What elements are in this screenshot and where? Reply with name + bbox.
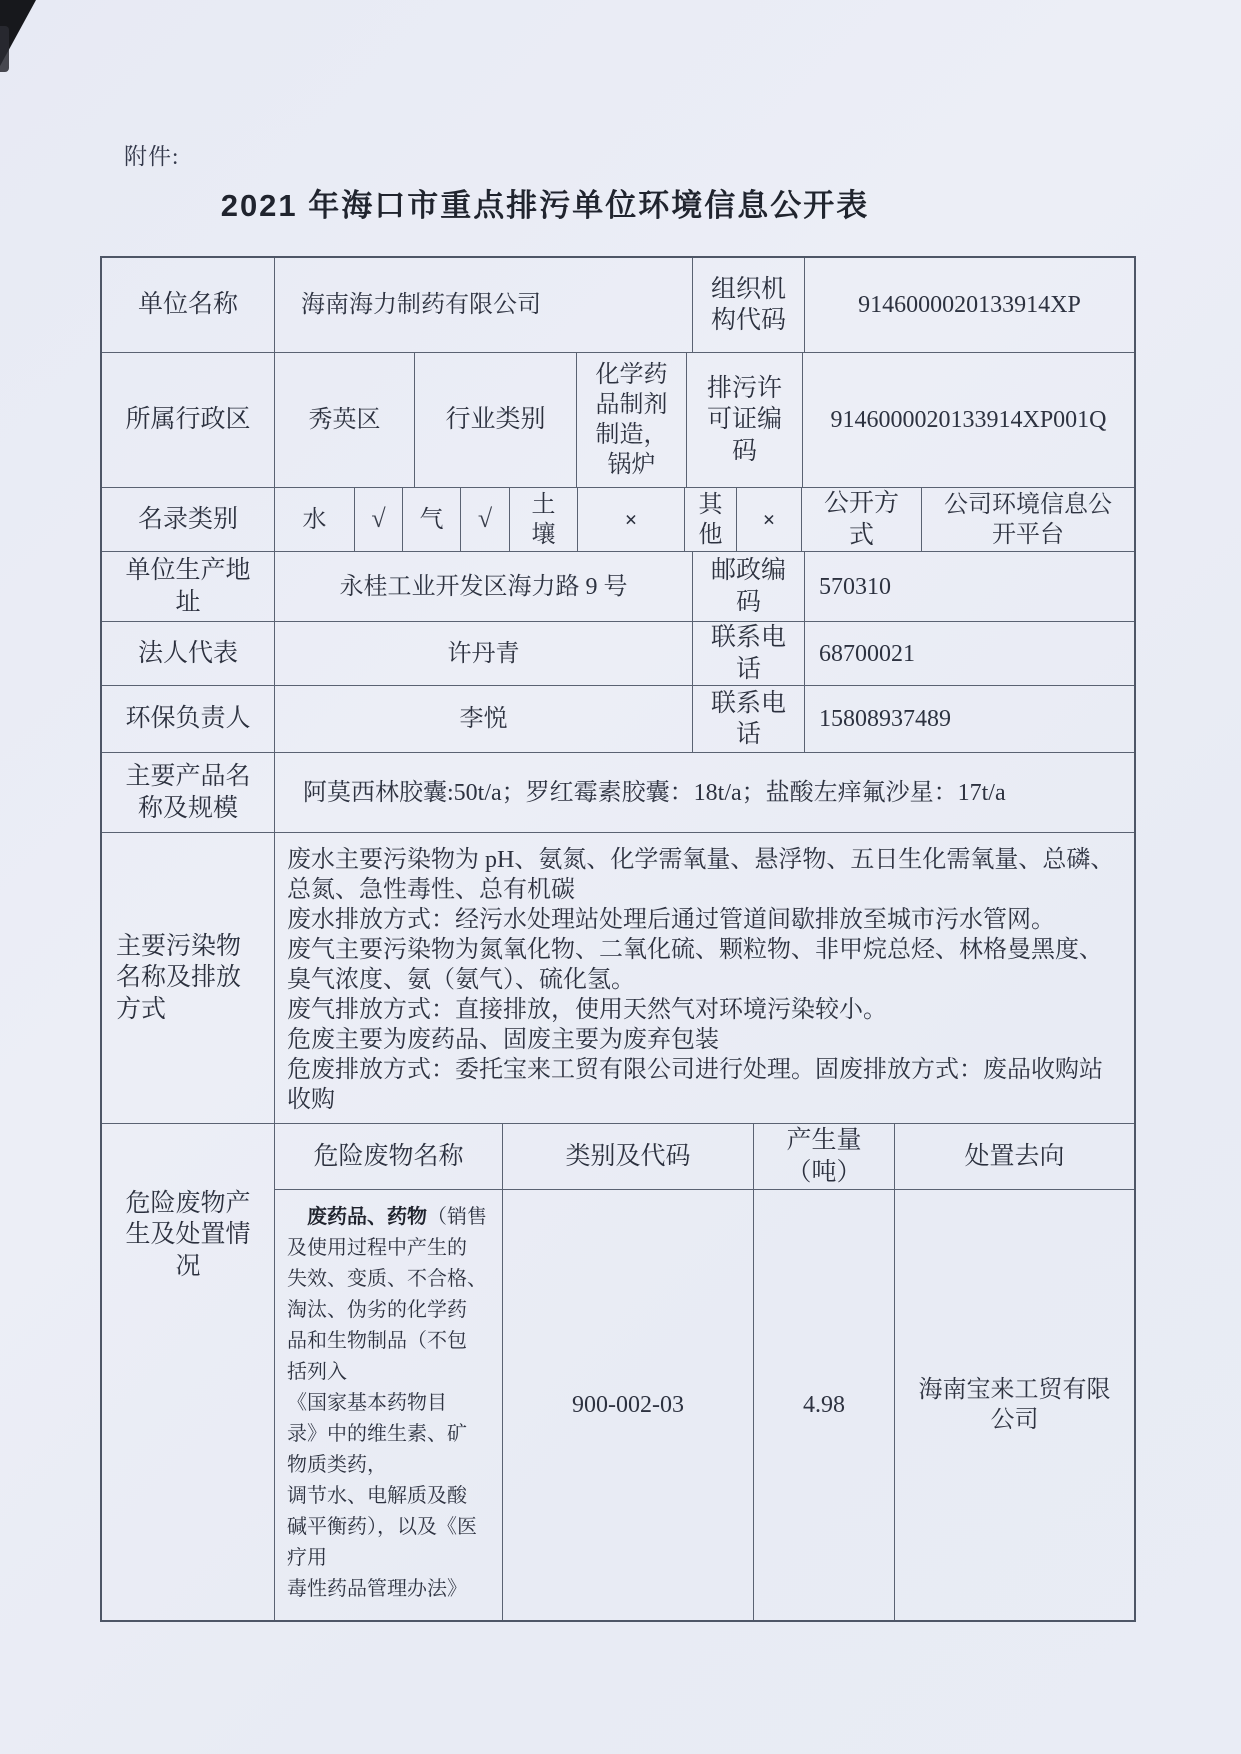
catalog-gas-label: 气 bbox=[403, 488, 461, 552]
row-hazardous-waste bbox=[102, 1124, 1134, 1620]
hazard-name-line: 录》中的维生素、矿 bbox=[287, 1423, 467, 1445]
row-unit-name bbox=[102, 258, 1134, 353]
industry-label: 行业类别 bbox=[415, 353, 577, 488]
row-catalog bbox=[102, 488, 1134, 552]
products-value: 阿莫西林胶囊:50t/a；罗红霉素胶囊：18t/a；盐酸左痒氟沙星：17t/a bbox=[275, 753, 1134, 833]
hazard-name-line: 物质类药， bbox=[287, 1454, 387, 1476]
hazard-name-value bbox=[275, 1190, 503, 1620]
hazard-name-line: 废药品、药物（销售 bbox=[307, 1206, 487, 1228]
pollutants-paragraph: 废气排放方式：直接排放，使用天然气对环境污染较小。 bbox=[287, 997, 887, 1023]
hazard-destination-value: 海南宝来工贸有限公司 bbox=[918, 1377, 1111, 1433]
catalog-other-label: 其他 bbox=[685, 488, 737, 552]
catalog-soil-cross-icon: × bbox=[578, 488, 685, 552]
postcode-value: 570310 bbox=[805, 552, 1134, 622]
hazard-name-line: 疗用 bbox=[287, 1547, 327, 1569]
products-label: 主要产品名称及规模 bbox=[102, 753, 275, 833]
hazard-name-header: 危险废物名称 bbox=[275, 1124, 503, 1190]
industry-value: 化学药品制剂制造，锅炉 bbox=[577, 353, 687, 488]
district-value: 秀英区 bbox=[275, 353, 415, 488]
legal-rep-label: 法人代表 bbox=[102, 622, 275, 686]
district-label: 所属行政区 bbox=[102, 353, 275, 488]
row-district-industry bbox=[102, 353, 1134, 488]
phone-label: 联系电话 bbox=[693, 622, 805, 686]
phone-value: 68700021 bbox=[805, 622, 1134, 686]
permit-label: 排污许可证编码 bbox=[687, 353, 803, 488]
hazard-code-value: 900-002-03 bbox=[503, 1190, 754, 1620]
hazard-name-line: 调节水、电解质及酸 bbox=[287, 1485, 467, 1507]
attachment-label: 附件: bbox=[124, 144, 180, 169]
hazard-destination-header: 处置去向 bbox=[895, 1124, 1134, 1190]
info-table bbox=[100, 256, 1136, 1622]
pollutants-paragraph: 废水主要污染物为 pH、氨氮、化学需氧量、悬浮物、五日生化需氧量、总磷、总氮、急性毒性、总有机碳 bbox=[287, 847, 1115, 903]
unit-name-label: 单位名称 bbox=[102, 258, 275, 353]
row-legal-rep bbox=[102, 622, 1134, 686]
hazard-section-label: 危险废物产生及处置情况 bbox=[102, 1124, 275, 1620]
document-title: 2021 年海口市重点排污单位环境信息公开表 bbox=[220, 188, 870, 223]
hazard-name-line: 《国家基本药物目 bbox=[287, 1392, 447, 1414]
phone2-label: 联系电话 bbox=[693, 686, 805, 753]
row-pollutants bbox=[102, 833, 1134, 1124]
legal-rep-value: 许丹青 bbox=[275, 622, 693, 686]
hazard-name-line: 及使用过程中产生的 bbox=[287, 1237, 467, 1259]
hazard-name-line: 品和生物制品（不包 bbox=[287, 1330, 467, 1352]
phone2-value: 15808937489 bbox=[805, 686, 1134, 753]
row-address bbox=[102, 552, 1134, 622]
pollutants-paragraph: 危废主要为废药品、固废主要为废弃包装 bbox=[287, 1027, 719, 1053]
env-officer-value: 李悦 bbox=[275, 686, 693, 753]
permit-value: 9146000020133914XP001Q bbox=[803, 353, 1134, 488]
org-code-value: 9146000020133914XP bbox=[805, 258, 1134, 353]
hazard-header-row bbox=[275, 1124, 1134, 1190]
hazard-code-header: 类别及代码 bbox=[503, 1124, 754, 1190]
catalog-gas-check-icon: √ bbox=[461, 488, 510, 552]
catalog-water-label: 水 bbox=[275, 488, 355, 552]
hazard-name-line: 碱平衡药），以及《医 bbox=[287, 1516, 477, 1538]
hazard-data-row bbox=[275, 1190, 1134, 1620]
postcode-label: 邮政编码 bbox=[693, 552, 805, 622]
unit-name-value: 海南海力制药有限公司 bbox=[275, 258, 693, 353]
pollutants-label: 主要污染物名称及排放方式 bbox=[102, 833, 275, 1124]
catalog-water-check-icon: √ bbox=[355, 488, 403, 552]
hazard-name-line: 淘汰、伪劣的化学药 bbox=[287, 1299, 467, 1321]
hazard-subtable bbox=[275, 1124, 1134, 1620]
disclosure-method-label: 公开方式 bbox=[802, 488, 922, 552]
catalog-other-cross-icon: × bbox=[737, 488, 802, 552]
catalog-soil-label: 土壤 bbox=[510, 488, 578, 552]
pollutants-paragraph: 废气主要污染物为氮氧化物、二氧化硫、颗粒物、非甲烷总烃、林格曼黑度、臭气浓度、氨（氨气）、硫化氢。 bbox=[287, 937, 1103, 993]
org-code-label: 组织机构代码 bbox=[693, 258, 805, 353]
catalog-label: 名录类别 bbox=[102, 488, 275, 552]
hazard-amount-header: 产生量（吨） bbox=[754, 1124, 895, 1190]
pollutants-paragraph: 危废排放方式：委托宝来工贸有限公司进行处理。固废排放方式：废品收购站收购 bbox=[287, 1057, 1103, 1113]
address-label: 单位生产地址 bbox=[102, 552, 275, 622]
hazard-name-line: 失效、变质、不合格、 bbox=[287, 1268, 487, 1290]
disclosure-method-value: 公司环境信息公开平台 bbox=[922, 488, 1134, 552]
hazard-name-line: 括列入 bbox=[287, 1361, 347, 1383]
row-products bbox=[102, 753, 1134, 833]
env-officer-label: 环保负责人 bbox=[102, 686, 275, 753]
scan-edge-artifact bbox=[0, 26, 9, 72]
row-env-officer bbox=[102, 686, 1134, 753]
hazard-amount-value: 4.98 bbox=[754, 1190, 895, 1620]
address-value: 永桂工业开发区海力路 9 号 bbox=[275, 552, 693, 622]
pollutants-value bbox=[275, 833, 1134, 1124]
pollutants-paragraph: 废水排放方式：经污水处理站处理后通过管道间歇排放至城市污水管网。 bbox=[287, 907, 1055, 933]
hazard-name-line: 毒性药品管理办法》 bbox=[287, 1578, 467, 1600]
